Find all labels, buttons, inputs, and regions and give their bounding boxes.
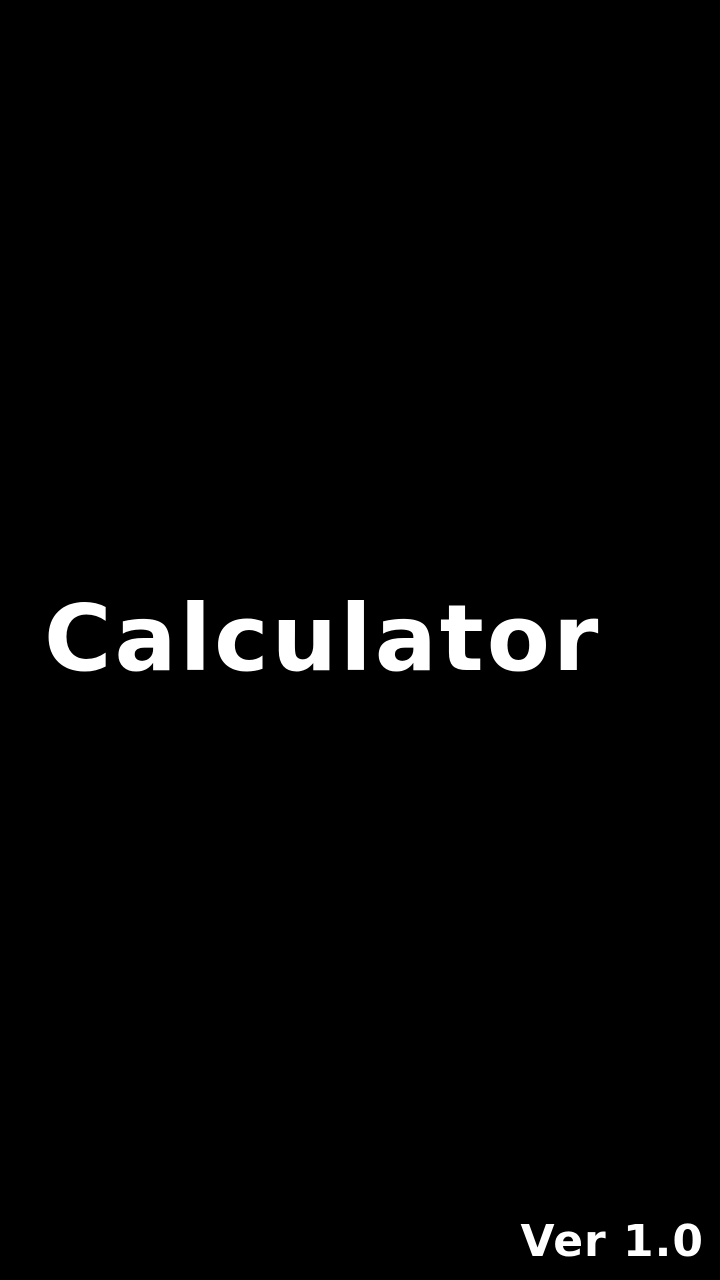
app-title: Calculator bbox=[44, 585, 602, 692]
version-label: Ver 1.0 bbox=[520, 1215, 704, 1267]
